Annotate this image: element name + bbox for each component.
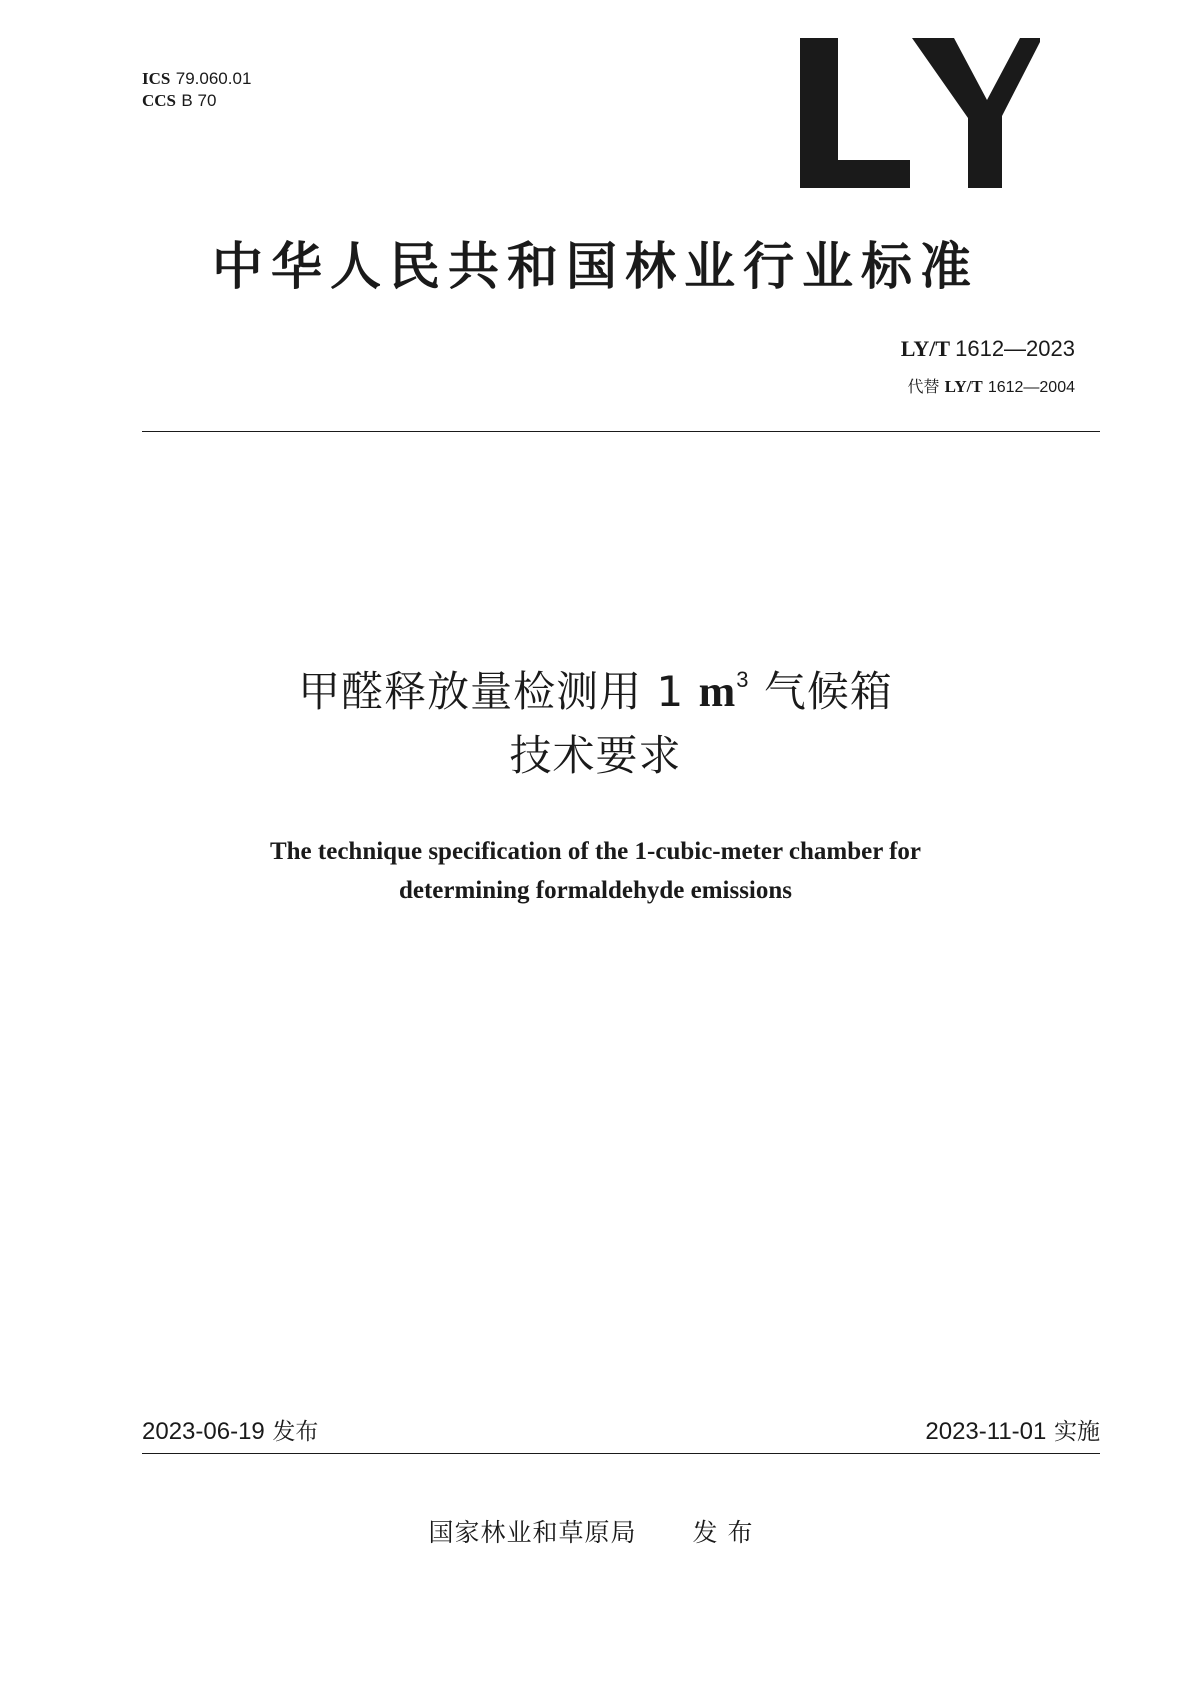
title-chinese-line2: 技术要求 bbox=[509, 731, 682, 780]
replaces-code: LY/T bbox=[944, 377, 983, 396]
bottom-divider bbox=[142, 1453, 1100, 1454]
title-zh-superscript: 3 bbox=[736, 667, 750, 692]
issue-date bbox=[142, 1413, 318, 1446]
ly-mark-letter-l bbox=[800, 38, 910, 188]
title-chinese bbox=[0, 652, 1191, 788]
publisher-organization: 国家林业和草原局 bbox=[428, 1518, 637, 1547]
standard-heading: 中华人民共和国林业行业标准 bbox=[211, 238, 979, 297]
ccs-label: CCS bbox=[142, 91, 177, 110]
ics-label: ICS bbox=[142, 69, 171, 88]
title-zh-unit: m bbox=[698, 667, 737, 716]
ccs-value: B 70 bbox=[181, 91, 217, 110]
replaces-number: 1612—2004 bbox=[987, 379, 1075, 396]
title-english-line2: determining formaldehyde emissions bbox=[398, 877, 793, 904]
standard-number-value: 1612—2023 bbox=[955, 336, 1075, 361]
ccs-code bbox=[142, 90, 251, 112]
replaces-prefix: 代替 bbox=[907, 377, 940, 396]
implementation-date-value: 2023-11-01 bbox=[925, 1418, 1047, 1445]
implementation-date bbox=[925, 1413, 1100, 1446]
classification-codes bbox=[142, 68, 251, 112]
title-chinese-line1 bbox=[0, 652, 1191, 724]
implementation-word: 实施 bbox=[1054, 1419, 1100, 1445]
standard-number bbox=[901, 336, 1075, 362]
ics-code bbox=[142, 68, 251, 90]
issue-word: 发布 bbox=[272, 1419, 319, 1445]
title-english bbox=[0, 832, 1191, 910]
issue-date-value: 2023-06-19 bbox=[142, 1418, 265, 1445]
publisher bbox=[0, 1513, 1191, 1549]
replaces-standard bbox=[907, 374, 1075, 397]
ly-mark-logo bbox=[800, 38, 1040, 188]
ics-value: 79.060.01 bbox=[175, 69, 252, 88]
title-zh-before: 甲醛释放量检测用 1 bbox=[298, 667, 699, 716]
top-divider bbox=[142, 431, 1100, 432]
ly-mark-letter-y bbox=[912, 38, 1040, 188]
standard-code: LY/T bbox=[900, 336, 951, 361]
title-english-line1: The technique specification of the 1-cubic-meter chamber for bbox=[269, 838, 922, 865]
publisher-action: 发布 bbox=[692, 1518, 763, 1547]
title-zh-after: 气候箱 bbox=[749, 667, 893, 716]
